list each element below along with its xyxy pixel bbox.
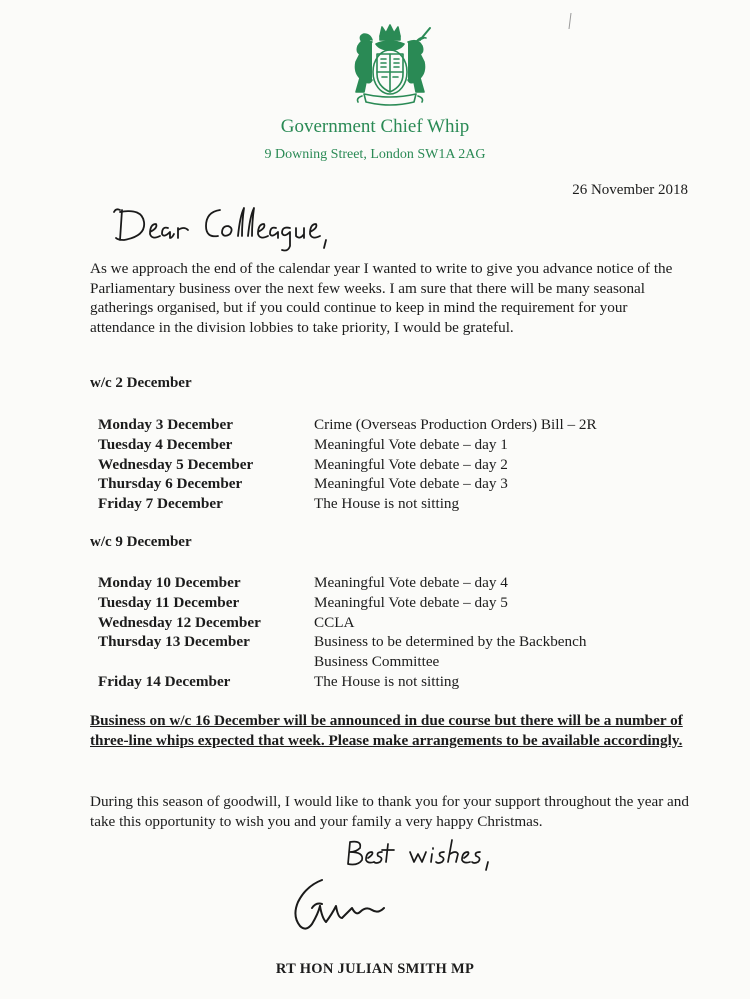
- schedule-day: Monday 10 December: [98, 574, 241, 591]
- royal-coat-of-arms-icon: [342, 22, 438, 108]
- three-line-whip-notice: Business on w/c 16 December will be announced in due course but there will be a number of three-line whips expected that week. Please make arrangements to be available accordingly.: [90, 712, 683, 749]
- closing-paragraph: During this season of goodwill, I would like to thank you for your support throughout the year and take this opportunity to wish you and your family a very happy Christmas.: [90, 793, 689, 830]
- schedule-row: [98, 494, 678, 514]
- schedule-day: Thursday 13 December: [98, 633, 250, 651]
- schedule-row: [98, 672, 678, 692]
- schedule-event: Business to be determined by the Backbench Business Committee: [314, 633, 587, 671]
- schedule-day: Monday 3 December: [98, 416, 233, 433]
- schedule-row: [98, 415, 678, 435]
- signatory-name: RT HON JULIAN SMITH MP: [275, 961, 475, 977]
- schedule-event: Meaningful Vote debate – day 2: [314, 455, 508, 473]
- schedule-row: [98, 474, 678, 494]
- schedule-row: [98, 632, 678, 672]
- schedule-event: Meaningful Vote debate – day 1: [314, 435, 508, 453]
- schedule-row: [98, 613, 678, 633]
- pen-mark-icon: [566, 12, 574, 30]
- schedule-day: Wednesday 5 December: [98, 455, 254, 473]
- schedule-day: Tuesday 4 December: [98, 435, 233, 453]
- week-heading: w/c 9 December: [90, 534, 192, 550]
- intro-paragraph: As we approach the end of the calendar year I wanted to write to give you advance notice of the Parliamentary business over the next few weeks. I am sure that there will be many seasonal gatherings organised, but if you could continue to keep in mind the requirement for your attendance in the division lobbies to take priority, I would be grateful.: [90, 260, 673, 336]
- handwritten-salutation: [110, 196, 350, 256]
- schedule-day: Wednesday 12 December: [98, 613, 261, 631]
- schedule-event: The House is not sitting: [314, 672, 460, 690]
- schedule-event: Meaningful Vote debate – day 4: [314, 574, 508, 591]
- schedule-day: Friday 14 December: [98, 672, 231, 690]
- schedule-event: CCLA: [314, 613, 355, 631]
- schedule-day: Tuesday 11 December: [98, 593, 240, 611]
- schedule-event: Crime (Overseas Production Orders) Bill – 2R: [314, 416, 597, 433]
- schedule-row: [98, 593, 678, 613]
- schedule-event: Meaningful Vote debate – day 5: [314, 593, 508, 611]
- schedule-day: Thursday 6 December: [98, 475, 243, 493]
- schedule-week-2: [98, 573, 678, 692]
- schedule-row: [98, 573, 678, 593]
- schedule-day: Friday 7 December: [98, 495, 223, 513]
- handwritten-signature-icon: [282, 872, 412, 942]
- office-title: Government Chief Whip: [280, 116, 470, 137]
- office-address: 9 Downing Street, London SW1A 2AG: [264, 147, 486, 162]
- schedule-week-1: [98, 415, 678, 514]
- week-heading: w/c 2 December: [90, 375, 192, 391]
- schedule-row: [98, 435, 678, 455]
- schedule-event: The House is not sitting: [314, 495, 460, 513]
- schedule-row: [98, 455, 678, 475]
- letter-date: 26 November 2018: [572, 182, 688, 198]
- schedule-event: Meaningful Vote debate – day 3: [314, 475, 508, 493]
